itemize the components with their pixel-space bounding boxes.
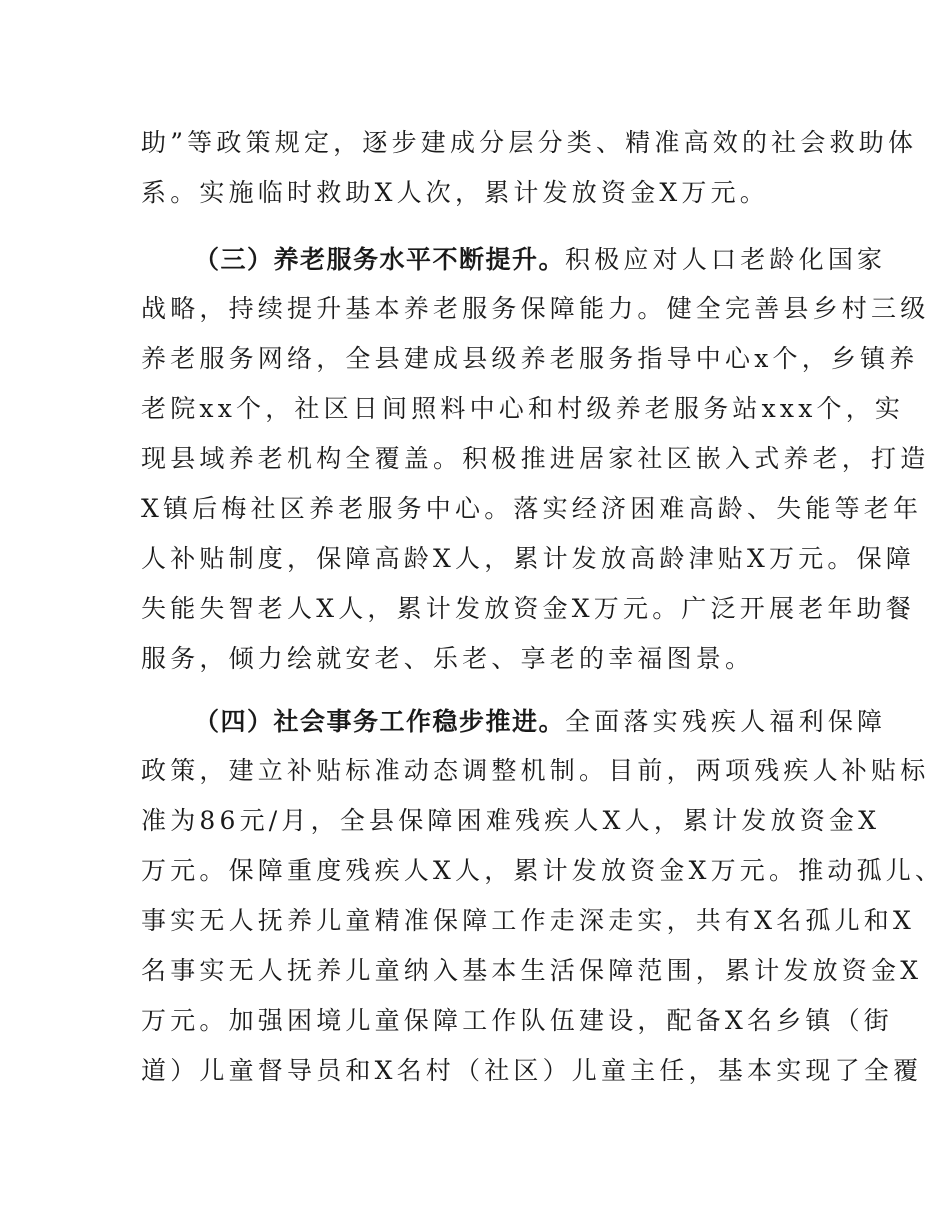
text-line-18: 名事实无人抚养儿童纳入基本生活保障范围，累计发放资金X [141,956,923,985]
section-3-lead-text: 积极应对人口老龄化国家 [565,245,887,274]
text-line-20: 道）儿童督导员和X名村（社区）儿童主任，基本实现了全覆 [141,1056,923,1085]
text-line-10: 失能失智老人X人，累计发放资金X万元。广泛开展老年助餐 [141,594,915,623]
text-line-17: 事实无人抚养儿童精准保障工作走深走实，共有X名孤儿和X [141,906,915,935]
text-line-8: X镇后梅社区养老服务中心。落实经济困难高龄、失能等老年 [141,494,923,523]
text-line-19: 万元。加强困境儿童保障工作队伍建设，配备X名乡镇（街 [141,1006,894,1035]
text-line-15: 准为86元/月，全县保障困难残疾人X人，累计发放资金X [141,806,881,835]
section-3-heading: （三）养老服务水平不断提升。 [194,245,566,274]
section-3-first-line [194,243,886,277]
text-line-4: 战略，持续提升基本养老服务保障能力。健全完善县乡村三级 [141,294,930,323]
text-line-16: 万元。保障重度残疾人X人，累计发放资金X万元。推动孤儿、 [141,856,945,885]
text-line-9: 人补贴制度，保障高龄X人，累计发放高龄津贴X万元。保障 [141,544,915,573]
section-4-heading: （四）社会事务工作稳步推进。 [194,707,566,736]
text-line-6: 老院xx个，社区日间照料中心和村级养老服务站xxx个，实 [141,394,905,423]
text-line-14: 政策，建立补贴标准动态调整机制。目前，两项残疾人补贴标 [141,756,930,785]
text-line-2: 系。实施临时救助X人次，累计发放资金X万元。 [141,178,769,207]
text-line-11: 服务，倾力绘就安老、乐老、享老的幸福图景。 [141,644,755,673]
text-line-7: 现县域养老机构全覆盖。积极推进居家社区嵌入式养老，打造 [141,444,930,473]
section-4-first-line [194,705,886,739]
section-4-lead-text: 全面落实残疾人福利保障 [565,707,887,736]
text-line-1: 助”等政策规定，逐步建成分层分类、精准高效的社会救助体 [141,128,918,157]
text-line-5: 养老服务网络，全县建成县级养老服务指导中心x个，乡镇养 [141,344,919,373]
